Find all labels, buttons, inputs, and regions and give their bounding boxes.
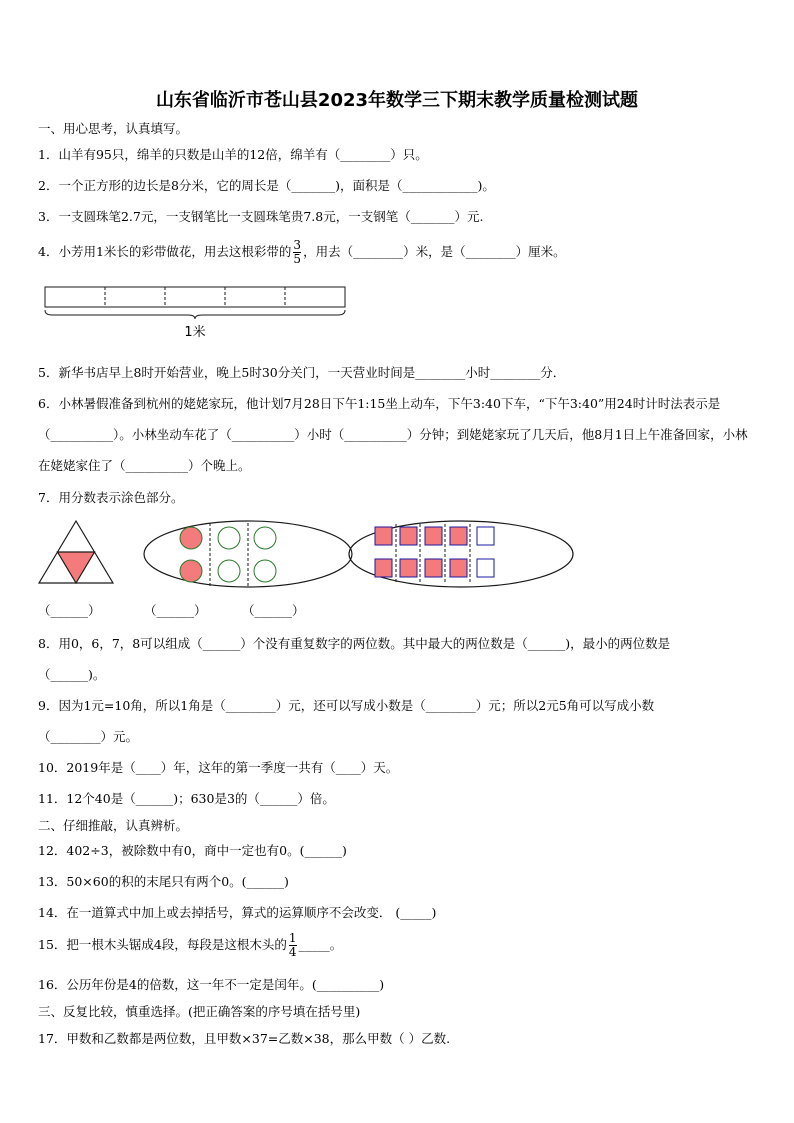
question-15-text-before: 15．把一根木头锯成4段，每段是这根木头的 xyxy=(38,937,287,952)
question-3: 3．一支圆珠笔2.7元，一支钢笔比一支圆珠笔贵7.8元，一支钢笔（_______）元. xyxy=(38,209,484,224)
fraction-3-5 xyxy=(293,239,301,266)
page-title: 山东省临沂市苍山县2023年数学三下期末教学质量检测试题 xyxy=(155,90,639,111)
question-7: 7．用分数表示涂色部分。 xyxy=(38,490,184,505)
question-8-line-1: 8．用0，6，7，8可以组成（______）个没有重复数字的两位数。其中最大的两位数是（______)，最小的两位数是 xyxy=(38,636,671,651)
question-14: 14．在一道算式中加上或去掉括号，算式的运算顺序不会改变． (_____) xyxy=(38,905,437,920)
circles-ellipse-figure xyxy=(144,521,352,587)
section-heading-3: 三、反复比较，慎重选择。(把正确答案的序号填在括号里) xyxy=(38,1004,361,1019)
question-6: 6．小林暑假准备到杭州的姥姥家玩，他计划7月28日下午1:15坐上动车，下午3:40下车，“下午3:40”用24时计时法表示是（__________）。小林坐动车花了（__________）小时（__________）分钟；到姥姥家玩了几天后，他8月1日上午准备回家，小林在姥姥家住了（__________）个晚上。 xyxy=(38,396,748,473)
question-7-blank-3: （______） xyxy=(242,603,305,618)
question-7-blank-2: （______） xyxy=(144,603,207,618)
question-7-blank-1: （______） xyxy=(38,603,101,618)
question-7-figures xyxy=(36,518,576,590)
question-11: 11．12个40是（______)；630是3的（______）倍。 xyxy=(38,791,335,806)
squares-ellipse-figure xyxy=(349,521,573,587)
ribbon-brace xyxy=(45,310,345,319)
question-10: 10．2019年是（____）年，这年的第一季度一共有（____）天。 xyxy=(38,760,399,775)
question-5: 5．新华书店早上8时开始营业，晚上5时30分关门，一天营业时间是________小时________分． xyxy=(38,365,566,380)
question-12: 12．402÷3，被除数中有0，商中一定也有0。(______) xyxy=(38,843,347,858)
fraction-denominator: 5 xyxy=(293,252,302,266)
fraction-denominator: 4 xyxy=(288,945,297,959)
question-8-line-2: （______)。 xyxy=(38,667,106,682)
question-15-text-after: _____。 xyxy=(298,937,343,952)
section-heading-1: 一、用心思考，认真填写。 xyxy=(38,121,189,136)
question-2: 2．一个正方形的边长是8分米，它的周长是（_______)，面积是（____________)。 xyxy=(38,178,495,193)
question-1: 1．山羊有95只，绵羊的只数是山羊的12倍，绵羊有（________）只。 xyxy=(38,147,428,162)
ribbon-diagram xyxy=(40,284,352,344)
question-15 xyxy=(38,930,342,960)
question-13: 13．50×60的积的末尾只有两个0。(______) xyxy=(38,874,289,889)
question-4 xyxy=(38,238,566,266)
fraction-numerator: 3 xyxy=(293,238,302,252)
ribbon-bar xyxy=(45,287,345,307)
fraction-1-4 xyxy=(289,932,297,959)
triangle-figure xyxy=(39,521,113,583)
question-9-line-2: （________）元。 xyxy=(38,729,139,744)
fraction-numerator: 1 xyxy=(288,931,297,945)
question-16: 16．公历年份是4的倍数，这一年不一定是闰年。(__________) xyxy=(38,977,385,992)
question-17: 17．甲数和乙数都是两位数，且甲数×37=乙数×38，那么甲数（ ）乙数. xyxy=(38,1031,451,1046)
ribbon-label: 1米 xyxy=(184,325,206,340)
question-4-text-after: ，用去（________）米，是（________）厘米。 xyxy=(303,244,566,259)
question-4-text-before: 4．小芳用1米长的彩带做花，用去这根彩带的 xyxy=(38,244,292,259)
section-heading-2: 二、仔细推敲，认真辨析。 xyxy=(38,818,189,833)
question-9-line-1: 9．因为1元=10角，所以1角是（________）元，还可以写成小数是（________）元；所以2元5角可以写成小数 xyxy=(38,698,655,713)
